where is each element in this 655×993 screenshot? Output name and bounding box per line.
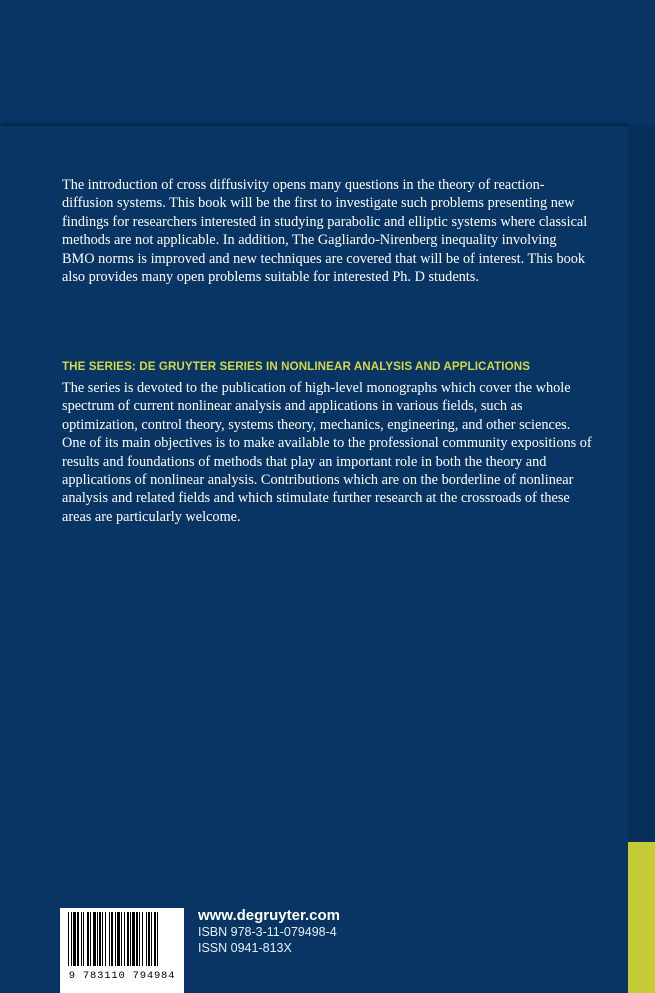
publisher-info <box>198 906 340 956</box>
barcode <box>60 908 184 993</box>
isbn: ISBN 978-3-11-079498-4 <box>198 925 337 939</box>
series-description: The series is devoted to the publication of high-level monographs which cover the whole spectrum of current nonlinear analysis and applications in various fields, such as optimization, control theory, systems theory, mechanics, engineering, and other sciences. One of its main objectives is to make available to the professional community expositions of results and foundations of methods that play an important role in both the theory and applications of nonlinear analysis. Contributions which are on the borderline of nonlinear analysis and related fields and which stimulate further research at the crossroads of these areas are particularly welcome. <box>62 380 592 525</box>
issn: ISSN 0941-813X <box>198 940 292 955</box>
accent-bar <box>628 842 655 993</box>
barcode-digits: 9 783110 794984 <box>68 970 176 982</box>
series-heading: THE SERIES: DE GRUYTER SERIES IN NONLINEAR ANALYSIS AND APPLICATIONS <box>62 360 531 373</box>
book-description: The introduction of cross diffusivity opens many questions in the theory of reaction-diffusion systems. This book will be the first to investigate such problems presenting new findings for researchers interested in studying parabolic and elliptic systems where classical methods are not applicable. In addition, The Gagliardo-Nirenberg inequality involving BMO norms is improved and new techniques are covered that will be of interest. This book also provides many open problems suitable for interested Ph. D students. <box>62 177 588 286</box>
publisher-website[interactable]: www.degruyter.com <box>198 907 340 924</box>
barcode-bars <box>60 908 184 970</box>
top-band <box>0 0 655 126</box>
